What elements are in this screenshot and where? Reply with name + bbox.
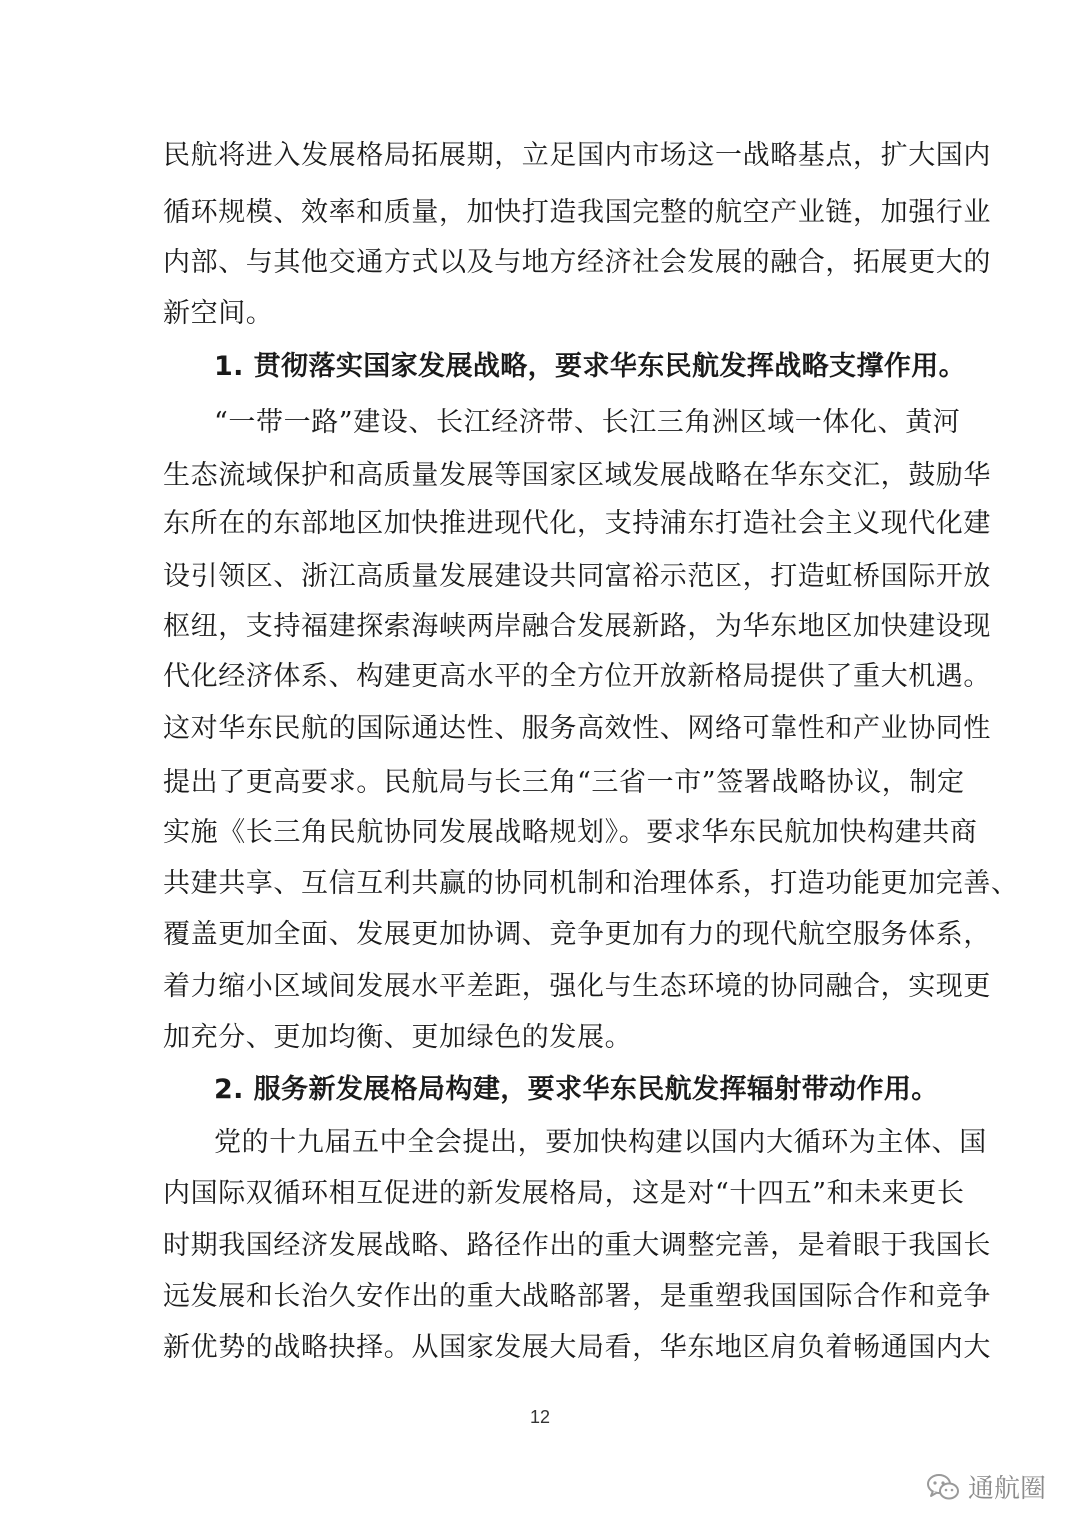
paragraph-line: 内部、与其他交通方式以及与地方经济社会发展的融合，拓展更大的 (163, 247, 991, 278)
paragraph-line: 共建共享、互信互利共赢的协同机制和治理体系，打造功能更加完善、 (163, 868, 1019, 899)
paragraph-line: 远发展和长治久安作出的重大战略部署，是重塑我国国际合作和竞争 (163, 1281, 991, 1312)
paragraph-line: 新空间。 (163, 298, 274, 329)
paragraph-line: 覆盖更加全面、发展更加协调、竞争更加有力的现代航空服务体系， (163, 919, 991, 950)
paragraph-line: 东所在的东部地区加快推进现代化，支持浦东打造社会主义现代化建 (163, 508, 991, 539)
paragraph-line: 内国际双循环相互促进的新发展格局，这是对“十四五”和未来更长 (163, 1178, 965, 1209)
wechat-icon (926, 1472, 960, 1502)
paragraph-line: 加充分、更加均衡、更加绿色的发展。 (163, 1022, 633, 1053)
paragraph-line: “一带一路”建设、长江经济带、长江三角洲区域一体化、黄河 (214, 407, 961, 438)
paragraph-line: 代化经济体系、构建更高水平的全方位开放新格局提供了重大机遇。 (163, 661, 991, 692)
paragraph-line: 提出了更高要求。民航局与长三角“三省一市”签署战略协议，制定 (163, 767, 965, 798)
page-number: 12 (529, 1407, 551, 1427)
paragraph-line: 循环规模、效率和质量，加快打造我国完整的航空产业链，加强行业 (163, 197, 991, 228)
paragraph-line: 生态流域保护和高质量发展等国家区域发展战略在华东交汇，鼓励华 (163, 460, 991, 491)
paragraph-line: 党的十九届五中全会提出，要加快构建以国内大循环为主体、国 (214, 1127, 987, 1158)
section-heading-1: 1. 贯彻落实国家发展战略，要求华东民航发挥战略支撑作用。 (214, 351, 967, 382)
paragraph-line: 枢纽，支持福建探索海峡两岸融合发展新路，为华东地区加快建设现 (163, 611, 991, 642)
watermark-text: 通航圈 (967, 1474, 1046, 1504)
paragraph-line: 时期我国经济发展战略、路径作出的重大调整完善，是着眼于我国长 (163, 1230, 991, 1261)
paragraph-line: 这对华东民航的国际通达性、服务高效性、网络可靠性和产业协同性 (163, 713, 991, 744)
section-heading-2: 2. 服务新发展格局构建，要求华东民航发挥辐射带动作用。 (214, 1074, 939, 1105)
paragraph-line: 实施《长三角民航协同发展战略规划》。要求华东民航加快构建共商 (163, 817, 978, 848)
paragraph-line: 设引领区、浙江高质量发展建设共同富裕示范区，打造虹桥国际开放 (163, 561, 991, 592)
paragraph-line: 着力缩小区域间发展水平差距，强化与生态环境的协同融合，实现更 (163, 971, 991, 1002)
paragraph-line: 民航将进入发展格局拓展期，立足国内市场这一战略基点，扩大国内 (163, 140, 991, 171)
watermark (926, 1468, 1046, 1505)
paragraph-line: 新优势的战略抉择。从国家发展大局看，华东地区肩负着畅通国内大 (163, 1332, 991, 1363)
